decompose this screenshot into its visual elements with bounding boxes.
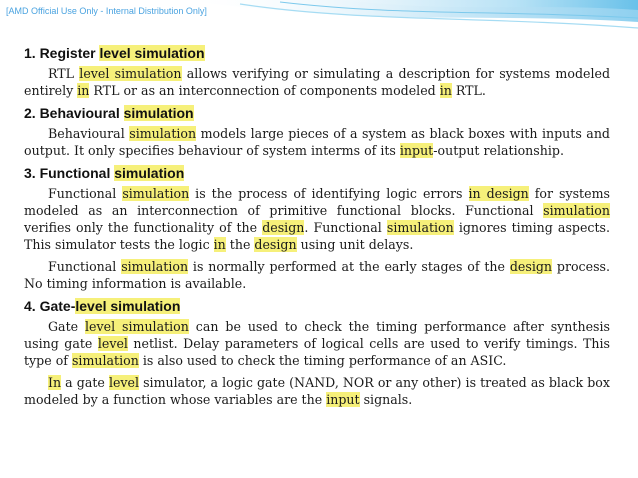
text-run: process. No timing information is available. <box>24 259 610 291</box>
highlighted-term: level <box>97 336 128 351</box>
highlighted-term: simulation <box>122 186 190 201</box>
highlighted-term: level <box>108 375 140 390</box>
section-heading <box>24 164 610 182</box>
highlighted-term: level simulation <box>75 298 181 314</box>
text-run: 1. Register <box>24 45 100 61</box>
highlighted-term: simulation <box>543 203 610 218</box>
text-run: can be used to check the timing performance after synthesis using gate <box>24 319 610 351</box>
highlighted-term: design <box>509 259 553 274</box>
highlighted-term: in design <box>468 186 529 201</box>
section-paragraph <box>24 374 610 408</box>
highlighted-term: simulation <box>129 126 197 141</box>
section-paragraph <box>24 65 610 99</box>
text-run: 3. Functional <box>24 165 115 181</box>
text-run: a gate <box>61 375 109 390</box>
text-run: for systems modeled as an interconnection of primitive functional blocks. Functional <box>24 186 610 218</box>
text-run: Behavioural <box>48 126 130 141</box>
document-body <box>24 44 610 413</box>
section-paragraph <box>24 318 610 369</box>
highlighted-term: level simulation <box>79 66 182 81</box>
text-run: verifies only the functionality of the <box>24 220 263 235</box>
highlighted-term: simulation <box>386 220 454 235</box>
section-heading <box>24 44 610 62</box>
text-run: models large pieces of a system as black boxes with inputs and output. It only specifies behaviour of system interms of its <box>24 126 610 158</box>
highlighted-term: in <box>439 83 452 98</box>
section-3 <box>24 164 610 297</box>
classification-banner: [AMD Official Use Only - Internal Distribution Only] <box>6 6 207 16</box>
text-run: the <box>225 237 255 252</box>
highlighted-term: level simulation <box>85 319 189 334</box>
text-run: Functional <box>48 186 123 201</box>
highlighted-term: input <box>326 392 360 407</box>
highlighted-term: In <box>48 375 62 390</box>
text-run: -output relationship. <box>433 143 564 158</box>
text-run: simulator, a logic gate (NAND, NOR or any other) is treated as black box modeled by a function whose variables are the <box>24 375 610 407</box>
text-run: is also used to check the timing performance of an ASIC. <box>138 353 507 368</box>
highlighted-term: in <box>77 83 90 98</box>
highlighted-term: simulation <box>71 353 139 368</box>
highlighted-term: level simulation <box>99 45 205 61</box>
highlighted-term: design <box>262 220 305 235</box>
text-run: Functional <box>48 259 122 274</box>
section-paragraph <box>24 125 610 159</box>
text-run: netlist. Delay parameters of logical cells are used to verify timings. This type of <box>24 336 611 368</box>
highlighted-term: simulation <box>114 165 185 181</box>
text-run: signals. <box>359 392 413 407</box>
text-run: ignores timing aspects. This simulator tests the logic <box>24 220 610 252</box>
text-run: allows verifying or simulating a description for systems modeled entirely <box>24 66 611 98</box>
section-1 <box>24 44 610 104</box>
section-heading <box>24 297 610 315</box>
text-run: RTL. <box>451 83 486 98</box>
text-run: is the process of identifying logic errors <box>189 186 469 201</box>
highlighted-term: design <box>254 237 297 252</box>
text-run: is normally performed at the early stages of the <box>188 259 510 274</box>
text-run: 4. Gate- <box>24 298 76 314</box>
text-run: Gate <box>48 319 86 334</box>
text-run: 2. Behavioural <box>24 105 124 121</box>
text-run: RTL <box>48 66 80 81</box>
section-2 <box>24 104 610 164</box>
highlighted-term: in <box>213 237 226 252</box>
slide-header-decoration <box>0 0 638 40</box>
text-run: using unit delays. <box>296 237 414 252</box>
highlighted-term: input <box>399 143 434 158</box>
text-run: . Functional <box>304 220 387 235</box>
section-4 <box>24 297 610 413</box>
text-run: RTL or as an interconnection of components modeled <box>89 83 440 98</box>
section-paragraph <box>24 258 610 292</box>
section-heading <box>24 104 610 122</box>
highlighted-term: simulation <box>121 259 189 274</box>
section-paragraph <box>24 185 610 253</box>
highlighted-term: simulation <box>123 105 194 121</box>
